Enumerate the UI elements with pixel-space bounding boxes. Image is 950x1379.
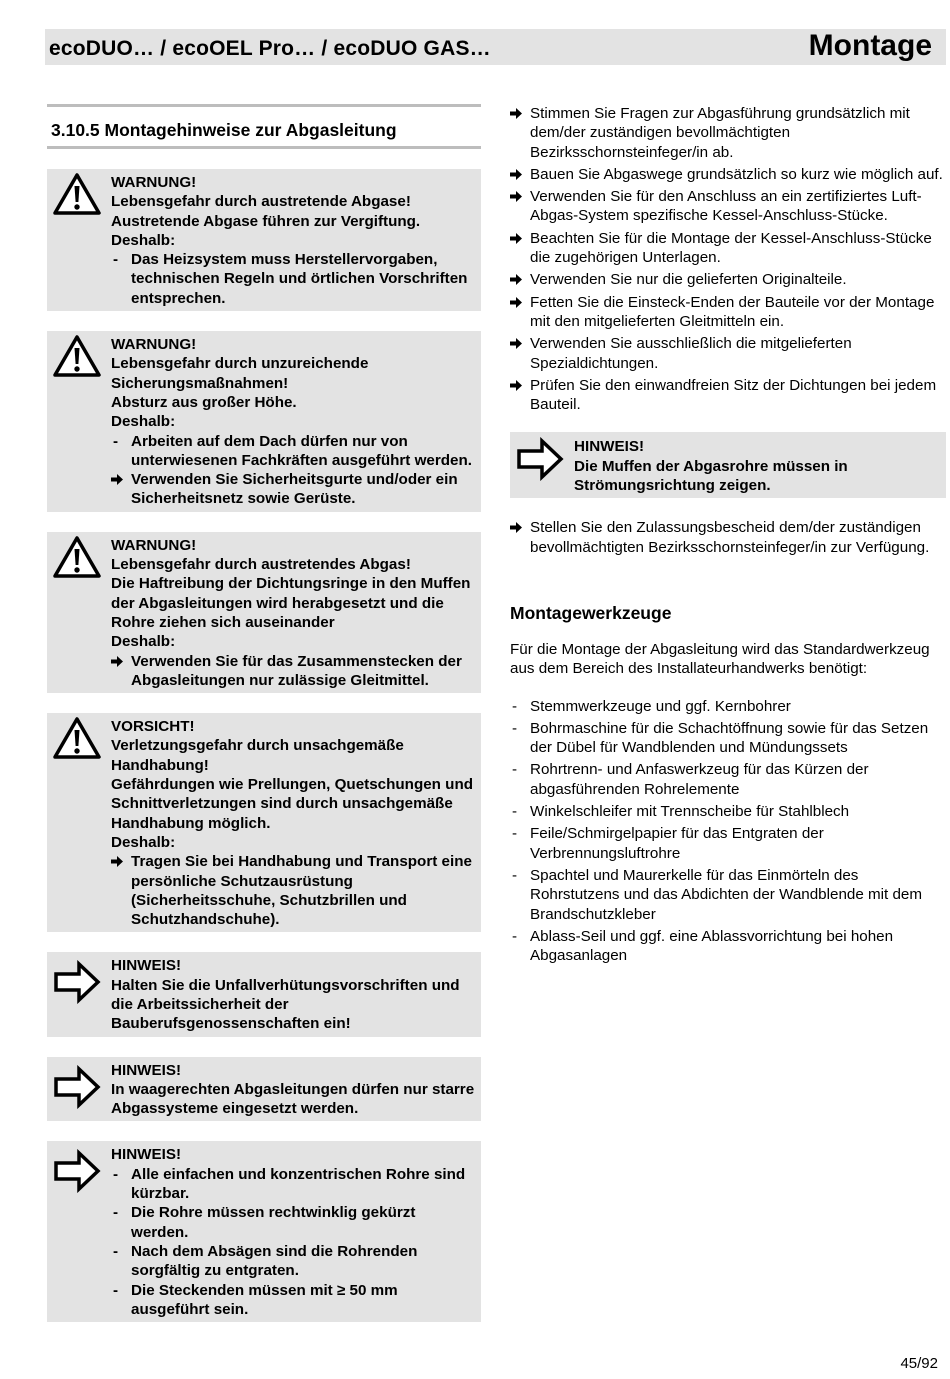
instruction-item	[510, 229, 946, 268]
instruction-text: Verwenden Sie nur die gelieferten Originalteile.	[530, 271, 847, 289]
warning-box	[47, 532, 481, 693]
hint-arrow-icon	[516, 437, 564, 481]
instruction-text: Verwenden Sie für den Anschluss an ein zertifiziertes Luft-Abgas-System spezifische Kessel-Anschluss-Stücke.	[530, 188, 922, 225]
notice-list-item	[111, 1242, 477, 1281]
notice-text: Die Haftreibung der Dichtungsringe in den Muffen der Abgasleitungen wird herabgesetzt und die Rohre ziehen sich auseinander	[111, 575, 471, 631]
tool-list-item	[510, 802, 946, 821]
arrow-bullet-icon	[510, 105, 522, 124]
notice-text: Gefährdungen wie Prellungen, Quetschungen und Schnittverletzungen sind durch unsachgemäße Handhabung möglich.	[111, 776, 473, 832]
instruction-item	[510, 187, 946, 226]
section-title: 3.10.5 Montagehinweise zur Abgasleitung	[51, 120, 397, 140]
notice-item-text: Arbeiten auf dem Dach dürfen nur von unterwiesenen Fachkräften ausgeführt werden.	[131, 432, 472, 469]
tool-text: Stemmwerkzeuge und ggf. Kernbohrer	[530, 697, 791, 715]
notice-item-text: Die Steckenden müssen mit ≥ 50 mm ausgeführt sein.	[131, 1281, 398, 1318]
tools-list	[510, 697, 946, 966]
hint-box	[510, 432, 946, 498]
dash-bullet: -	[512, 719, 518, 737]
tools-intro: Für die Montage der Abgasleitung wird das Standardwerkzeug aus dem Bereich des Installateurhandwerks benötigt:	[510, 640, 930, 678]
instruction-item	[510, 334, 946, 373]
arrow-bullet-icon	[510, 519, 522, 538]
page-number: 45/92	[900, 1355, 938, 1372]
instruction-item	[510, 104, 946, 162]
notice-label: WARNUNG!	[111, 336, 197, 354]
arrow-bullet-icon	[111, 471, 123, 490]
notice-text: Deshalb:	[111, 413, 176, 431]
notice-item-text: Das Heizsystem muss Herstellervorgaben, technischen Regeln und örtlichen Vorschriften entsprechen.	[131, 251, 468, 307]
instruction-text: Stellen Sie den Zulassungsbescheid dem/der zuständigen bevollmächtigten Bezirksschornsteinfeger/in zur Verfügung.	[530, 519, 930, 556]
notice-text: Austretende Abgase führen zur Vergiftung.	[111, 212, 421, 230]
warning-triangle-icon	[53, 172, 101, 216]
left-column	[47, 104, 481, 1342]
dash-bullet: -	[512, 803, 518, 821]
hint-text: Die Muffen der Abgasrohre müssen in Strömungsrichtung zeigen.	[574, 457, 848, 495]
arrow-bullet-icon	[510, 166, 522, 185]
notice-text: Lebensgefahr durch austretendes Abgas!	[111, 556, 411, 574]
tool-list-item	[510, 866, 946, 924]
instruction-list	[510, 104, 946, 414]
notice-list-item	[111, 652, 477, 691]
header-product-title: ecoDUO… / ecoOEL Pro… / ecoDUO GAS…	[49, 37, 491, 60]
notice-list-item	[111, 250, 477, 308]
hint-box	[47, 1057, 481, 1122]
notice-list-item	[111, 852, 477, 929]
hint-box	[47, 1141, 481, 1322]
tools-heading: Montagewerkzeuge	[510, 602, 672, 623]
tool-list-item	[510, 824, 946, 863]
tool-text: Feile/Schmirgelpapier für das Entgraten der Verbrennungsluftrohre	[530, 825, 824, 862]
instruction-item	[510, 518, 946, 557]
warning-box	[47, 169, 481, 311]
notice-text: Absturz aus großer Höhe.	[111, 393, 297, 411]
hint-arrow-icon	[53, 1149, 101, 1193]
notice-item-text: Alle einfachen und konzentrischen Rohre sind kürzbar.	[131, 1165, 466, 1203]
tool-text: Spachtel und Maurerkelle für das Einmörteln des Rohrstutzens und das Abdichten der Wandblende mit dem Brandschutzkleber	[530, 866, 923, 923]
dash-bullet: -	[113, 1242, 119, 1260]
warning-triangle-icon	[53, 716, 101, 760]
notice-text: Deshalb:	[111, 231, 176, 249]
warning-box	[47, 713, 481, 932]
notice-label: HINWEIS!	[111, 1146, 182, 1164]
instruction-text: Bauen Sie Abgaswege grundsätzlich so kurz wie möglich auf.	[530, 165, 943, 183]
instruction-text: Prüfen Sie den einwandfreien Sitz der Dichtungen bei jedem Bauteil.	[530, 376, 937, 414]
dash-bullet: -	[113, 251, 119, 269]
section-heading	[47, 104, 481, 149]
arrow-bullet-icon	[510, 294, 522, 313]
instruction-item	[510, 270, 946, 289]
dash-bullet: -	[512, 927, 518, 945]
notice-label: HINWEIS!	[111, 1061, 182, 1079]
notice-list-item	[111, 1165, 477, 1204]
warning-triangle-icon	[53, 535, 101, 579]
instruction-text: Fetten Sie die Einsteck-Enden der Bauteile vor der Montage mit den mitgelieferten Gleitmitteln ein.	[530, 293, 935, 330]
warning-box	[47, 331, 481, 512]
notice-box-list	[47, 169, 481, 1322]
tool-list-item	[510, 927, 946, 966]
notice-item-text: Verwenden Sie Sicherheitsgurte und/oder ein Sicherheitsnetz sowie Gerüste.	[131, 471, 458, 508]
notice-label: VORSICHT!	[111, 718, 195, 736]
tool-text: Winkelschleifer mit Trennscheibe für Stahlblech	[530, 803, 850, 821]
hint-arrow-icon	[53, 1065, 101, 1109]
arrow-bullet-icon	[111, 653, 123, 672]
tool-text: Bohrmaschine für die Schachtöffnung sowie für das Setzen der Dübel für Wandblenden und Mündungssets	[530, 719, 929, 757]
page-header	[45, 29, 946, 65]
arrow-bullet-icon	[510, 377, 522, 396]
notice-text: Deshalb:	[111, 833, 176, 851]
tool-list-item	[510, 719, 946, 758]
notice-text: Deshalb:	[111, 633, 176, 651]
arrow-bullet-icon	[510, 230, 522, 249]
dash-bullet: -	[113, 1281, 119, 1299]
instruction-item	[510, 376, 946, 415]
right-column	[510, 104, 946, 968]
dash-bullet: -	[113, 432, 119, 450]
instruction-item	[510, 165, 946, 184]
notice-item-text: Die Rohre müssen rechtwinklig gekürzt werden.	[131, 1204, 416, 1241]
dash-bullet: -	[113, 1204, 119, 1222]
notice-label: HINWEIS!	[111, 957, 182, 975]
notice-list-item	[111, 1203, 477, 1242]
arrow-bullet-icon	[510, 335, 522, 354]
tool-list-item	[510, 760, 946, 799]
dash-bullet: -	[512, 825, 518, 843]
notice-item-text: Verwenden Sie für das Zusammenstecken der Abgasleitungen nur zulässige Gleitmittel.	[131, 652, 462, 689]
hint-label: HINWEIS!	[574, 438, 645, 456]
instruction-text: Verwenden Sie ausschließlich die mitgelieferten Spezialdichtungen.	[530, 335, 852, 372]
dash-bullet: -	[512, 866, 518, 884]
warning-triangle-icon	[53, 334, 101, 378]
dash-bullet: -	[113, 1165, 119, 1183]
notice-label: WARNUNG!	[111, 536, 197, 554]
dash-bullet: -	[512, 697, 518, 715]
notice-text: Lebensgefahr durch unzureichende Sicherungsmaßnahmen!	[111, 355, 369, 392]
hint-arrow-icon	[53, 960, 101, 1004]
tool-text: Ablass-Seil und ggf. eine Ablassvorrichtung bei hohen Abgasanlagen	[530, 927, 894, 965]
notice-item-text: Tragen Sie bei Handhabung und Transport eine persönliche Schutzausrüstung (Sicherheitsschuhe, Schutzbrillen und Schutzhandschuhe).	[131, 853, 472, 929]
notice-text: Halten Sie die Unfallverhütungsvorschriften und die Arbeitssicherheit der Bauberufsgenossenschaften ein!	[111, 976, 460, 1033]
tool-list-item	[510, 697, 946, 716]
dash-bullet: -	[512, 761, 518, 779]
instruction-text: Stimmen Sie Fragen zur Abgasführung grundsätzlich mit dem/der zuständigen bevollmächtigten Bezirksschornsteinfeger/in ab.	[530, 105, 910, 161]
notice-item-text: Nach dem Absägen sind die Rohrenden sorgfältig zu entgraten.	[131, 1242, 418, 1280]
tool-text: Rohrtrenn- und Anfaswerkzeug für das Kürzen der abgasführenden Rohrelemente	[530, 761, 869, 798]
header-chapter-title: Montage	[808, 29, 932, 62]
instruction-text: Beachten Sie für die Montage der Kessel-Anschluss-Stücke die zugehörigen Unterlagen.	[530, 229, 932, 267]
notice-text: In waagerechten Abgasleitungen dürfen nur starre Abgassysteme eingesetzt werden.	[111, 1080, 475, 1118]
notice-label: WARNUNG!	[111, 174, 197, 191]
notice-text: Lebensgefahr durch austretende Abgase!	[111, 193, 411, 211]
hint-box	[47, 952, 481, 1036]
arrow-bullet-icon	[111, 853, 123, 872]
notice-list-item	[111, 432, 477, 471]
notice-list-item	[111, 1281, 477, 1320]
arrow-bullet-icon	[510, 188, 522, 207]
notice-text: Verletzungsgefahr durch unsachgemäße Handhabung!	[111, 737, 404, 774]
notice-list-item	[111, 470, 477, 509]
arrow-bullet-icon	[510, 271, 522, 290]
instruction-item	[510, 293, 946, 332]
